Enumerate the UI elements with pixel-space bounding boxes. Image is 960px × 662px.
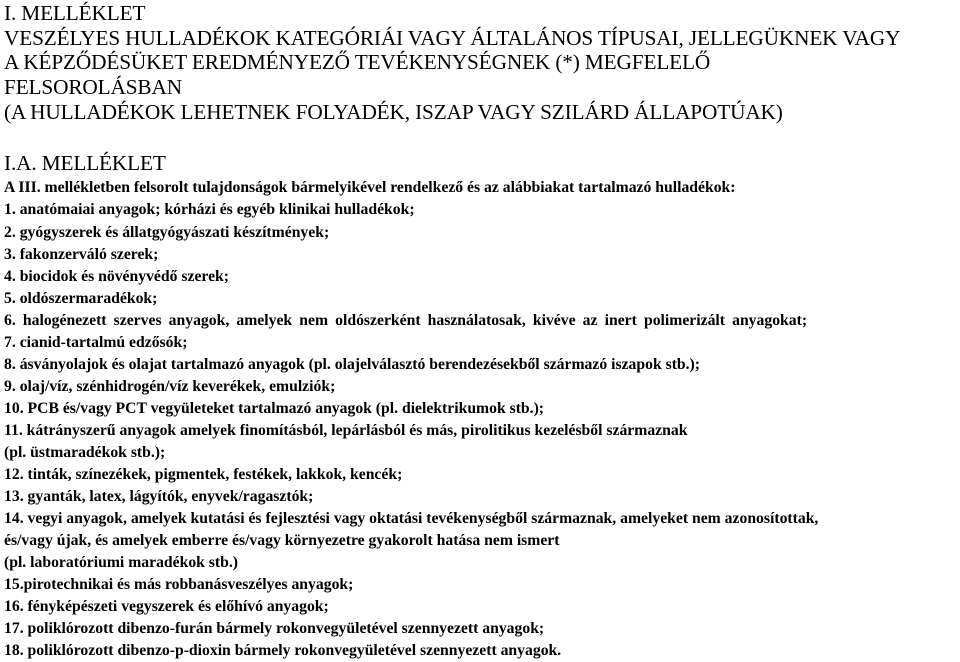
annex-title-line-1: VESZÉLYES HULLADÉKOK KATEGÓRIÁI VAGY ÁLTALÁNOS TÍPUSAI, JELLEGÜKNEK VAGY [4,26,901,50]
annex-title-line-4: (A HULLADÉKOK LEHETNEK FOLYADÉK, ISZAP VAGY SZILÁRD ÁLLAPOTÚAK) [4,100,783,124]
list-item: 18. poliklórozott dibenzo-p-dioxin bármely rokonvegyületével szennyezett anyagok. [4,642,562,659]
list-item: 4. biocidok és növényvédő szerek; [4,268,230,285]
list-item: 12. tinták, színezékek, pigmentek, festékek, lakkok, kencék; [4,466,403,483]
list-item: 1. anatómaiai anyagok; kórházi és egyéb klinikai hulladékok; [4,201,415,218]
list-item: 16. fényképészeti vegyszerek és előhívó anyagok; [4,598,329,615]
annex-heading: I. MELLÉKLET [4,1,146,25]
list-item-continuation: (pl. üstmaradékok stb.); [4,444,166,461]
section-heading: I.A. MELLÉKLET [4,151,166,175]
list-item: 11. kátrányszerű anyagok amelyek finomításból, lepárlásból és más, pirolitikus kezelésből származnak [4,422,688,439]
list-item-continuation: (pl. laboratóriumi maradékok stb.) [4,554,239,571]
annex-title-line-3: FELSOROLÁSBAN [4,75,182,99]
list-item: 7. cianid-tartalmú edzősók; [4,334,188,351]
list-item: 14. vegyi anyagok, amelyek kutatási és fejlesztési vagy oktatási tevékenységből származnak, amelyeket nem azonosítottak, [4,510,819,527]
list-item: 5. oldószermaradékok; [4,290,158,307]
list-item: 3. fakonzerváló szerek; [4,246,159,263]
list-item: 17. poliklórozott dibenzo-furán bármely rokonvegyületével szennyezett anyagok; [4,620,545,637]
list-item: 9. olaj/víz, szénhidrogén/víz keverékek, emulziók; [4,378,336,395]
list-item-continuation: és/vagy újak, és amelyek emberre és/vagy környezetre gyakorolt hatása nem ismert [4,532,560,549]
section-intro: A III. mellékletben felsorolt tulajdonságok bármelyikével rendelkező és az alábbiakat tartalmazó hulladékok: [4,179,736,196]
list-item: 13. gyanták, latex, lágyítók, enyvek/ragasztók; [4,488,314,505]
list-item: 10. PCB és/vagy PCT vegyületeket tartalmazó anyagok (pl. dielektrikumok stb.); [4,400,545,417]
list-item: 2. gyógyszerek és állatgyógyászati készítmények; [4,224,330,241]
list-item: 8. ásványolajok és olajat tartalmazó anyagok (pl. olajelválasztó berendezésekből származó iszapok stb.); [4,356,701,373]
annex-title-line-2: A KÉPZŐDÉSÜKET EREDMÉNYEZŐ TEVÉKENYSÉGNEK (*) MEGFELELŐ [4,50,711,74]
list-item: 15.pirotechnikai és más robbanásveszélyes anyagok; [4,576,354,593]
list-item: 6. halogénezett szerves anyagok, amelyek nem oldószerként használatosak, kivéve az inert polimerizált anyagokat; [4,312,808,329]
